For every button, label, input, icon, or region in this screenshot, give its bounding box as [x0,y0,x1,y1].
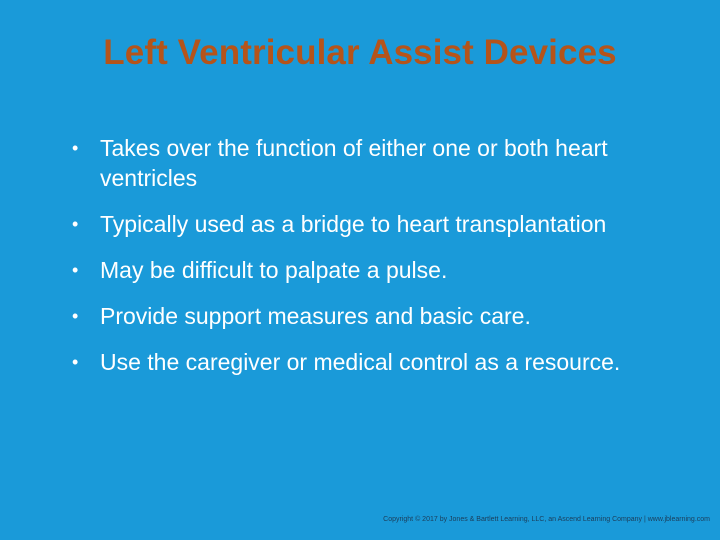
bullet-item [72,347,672,377]
bullet-text: Typically used as a bridge to heart transplantation [100,211,607,237]
slide-title: Left Ventricular Assist Devices [103,33,617,72]
bullet-item [72,301,672,331]
bullet-text: Use the caregiver or medical control as a resource. [100,349,621,375]
bullet-text: Takes over the function of either one or both heart ventricles [100,135,608,191]
bullet-marker: • [72,352,79,372]
bullet-marker: • [72,260,79,280]
bullet-item [72,209,672,239]
bullet-marker: • [72,138,79,158]
bullet-list [72,133,672,393]
bullet-text: Provide support measures and basic care. [100,303,531,329]
bullet-item [72,255,672,285]
bullet-item [72,133,672,193]
bullet-marker: • [72,306,79,326]
bullet-marker: • [72,214,79,234]
copyright-footer: Copyright © 2017 by Jones & Bartlett Learning, LLC, an Ascend Learning Company | www.jblearning.com [383,516,710,523]
bullet-text: May be difficult to palpate a pulse. [100,257,448,283]
